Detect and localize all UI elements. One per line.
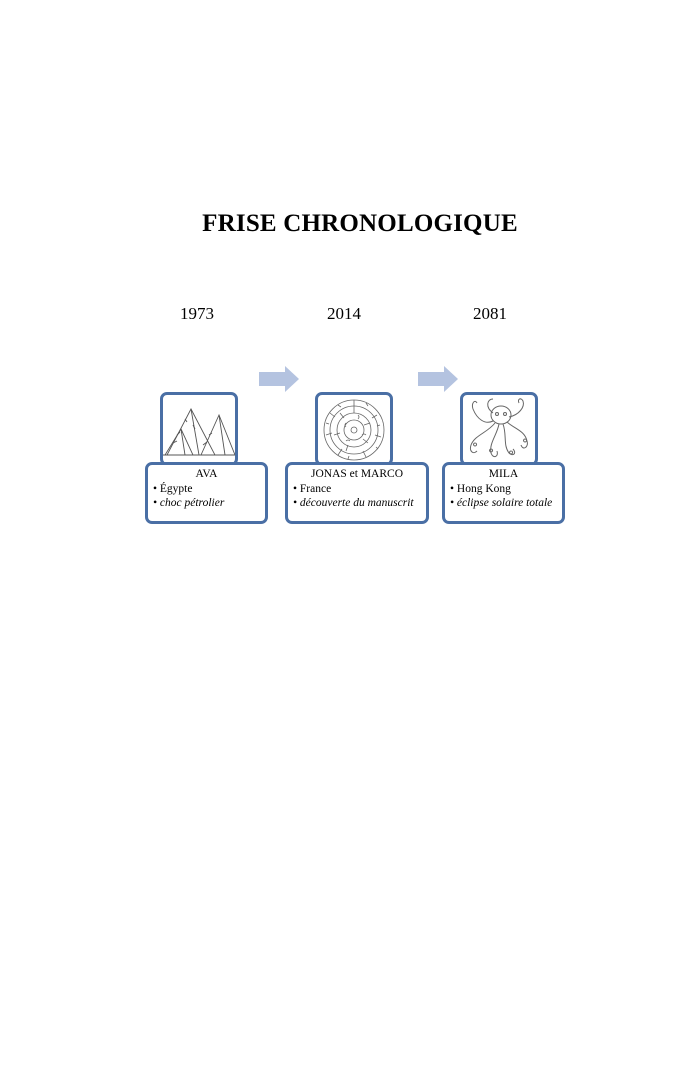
event-item: • découverte du manuscrit <box>293 497 414 509</box>
event-item: • choc pétrolier <box>153 497 225 509</box>
place-item: • Égypte <box>153 483 193 495</box>
timeline-image-3 <box>460 392 538 466</box>
character-name: JONAS et MARCO <box>310 468 403 480</box>
timeline-image-2 <box>315 392 393 466</box>
place-item: • France <box>293 483 332 495</box>
timeline-card-3 <box>442 462 565 524</box>
page-title: FRISE CHRONOLOGIQUE <box>202 210 518 237</box>
timeline-card-2 <box>285 462 429 524</box>
year-3: 2081 <box>473 304 507 323</box>
character-name: AVA <box>195 468 218 480</box>
arrow-right-icon <box>259 366 299 392</box>
place-item: • Hong Kong <box>450 483 511 495</box>
arrow-right-icon <box>418 366 458 392</box>
character-name: MILA <box>488 468 519 480</box>
timeline-image-1 <box>160 392 238 466</box>
year-2: 2014 <box>327 304 361 323</box>
timeline-card-1 <box>145 462 268 524</box>
event-item: • éclipse solaire totale <box>450 497 553 509</box>
pyramids-icon <box>163 395 235 463</box>
year-1: 1973 <box>180 304 214 323</box>
octopus-icon <box>463 395 535 463</box>
phaistos-disc-icon <box>318 395 390 463</box>
